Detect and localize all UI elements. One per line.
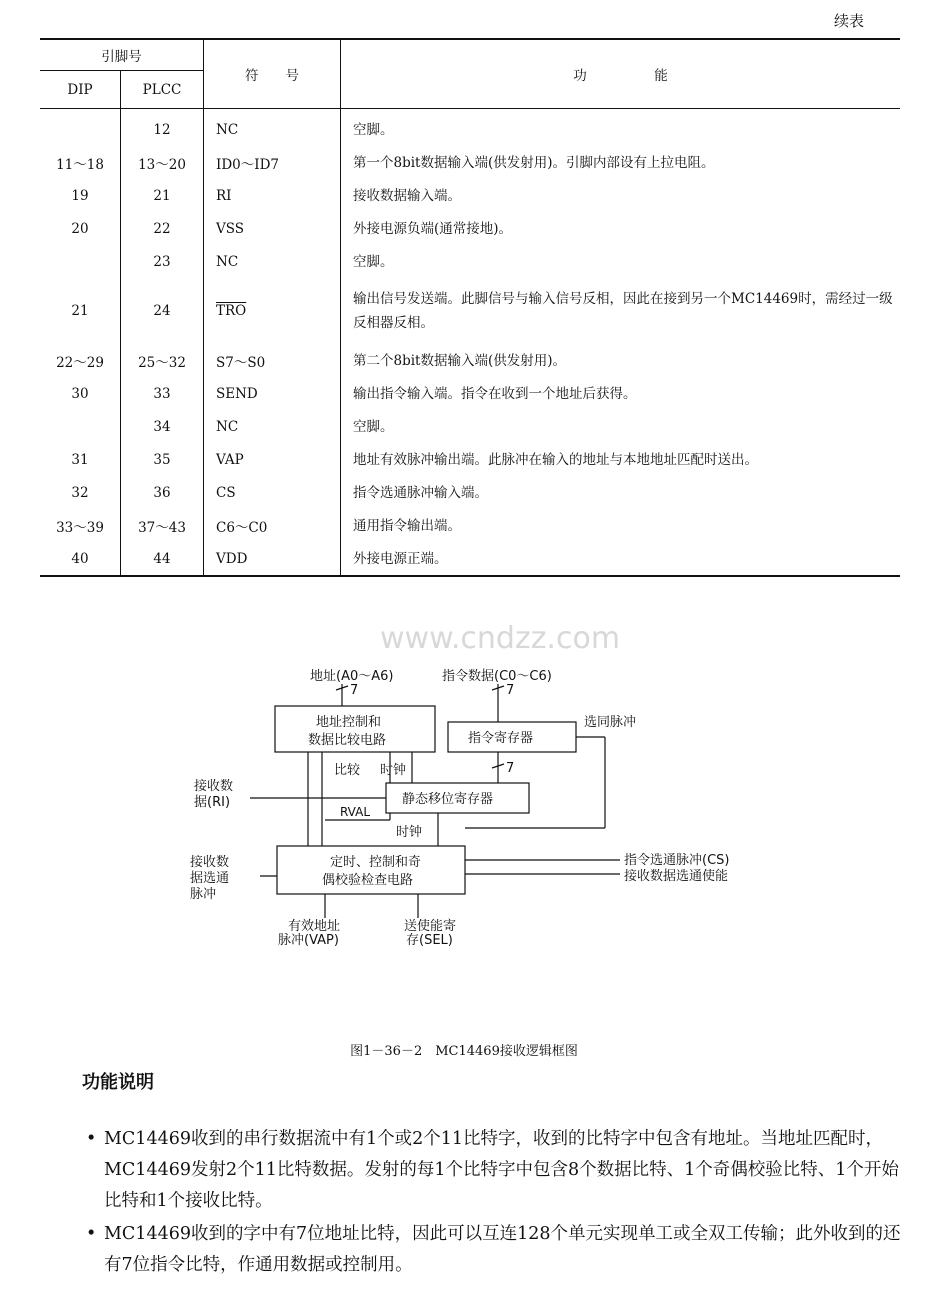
plcc-header: PLCC [121,71,204,109]
symbol-cell: VSS [204,212,341,245]
vap-label-line1: 有效地址 [288,919,341,934]
vap-label-line2: 脉冲(VAP) [278,933,339,948]
pin-function-table [40,38,900,577]
sel-label-line2: 存(SEL) [406,933,453,948]
symbol-cell: ID0～ID7 [204,146,341,179]
table-row [40,109,900,147]
symbol-cell: NC [204,410,341,443]
symbol-cell: $\overline{TRO}$ [204,278,341,344]
clock-signal-label-1: 时钟 [380,763,407,778]
pin-number-header: 引脚号 [40,39,204,71]
function-cell: 第二个8bit数据输入端(供发射用)。 [353,352,567,369]
clock-signal-label-2: 时钟 [396,825,423,840]
table-row [40,476,900,509]
plcc-cell: 23 [121,245,204,278]
dip-cell: 21 [40,278,121,344]
receive-strobe-label-line3: 脉冲 [190,887,217,902]
table-row [40,410,900,443]
command-data-input-label: 指令数据(C0～C6) [442,669,552,684]
symbol-cell: RI [204,179,341,212]
cmd-strobe-label: 指令选通脉冲(CS) [624,853,730,868]
function-cell: 外接电源负端(通常接地)。 [353,220,513,237]
symbol-cell: C6～C0 [204,509,341,542]
plcc-cell: 12 [121,109,204,147]
bullet: • [86,1224,97,1244]
cmd-register-label: 指令寄存器 [468,731,534,746]
plcc-cell: 21 [121,179,204,212]
dip-cell: 19 [40,179,121,212]
symbol-cell: VDD [204,542,341,576]
cmd-shift-bus-width: 7 [506,761,515,776]
function-cell: 空脚。 [353,121,394,138]
addr-compare-label-line1: 地址控制和 [316,715,382,730]
paragraph-2 [88,1219,908,1281]
address-bus-width: 7 [350,683,359,698]
paragraph-1 [88,1124,908,1217]
symbol-cell: NC [204,109,341,147]
addr-compare-label-line2: 数据比较电路 [308,733,387,748]
symbol-cell: NC [204,245,341,278]
symbol-cell: S7～S0 [204,344,341,377]
paragraph-text: MC14469收到的串行数据流中有1个或2个11比特字，收到的比特字中包含有地址。当地址匹配时，MC14469发射2个11比特数据。发射的每1个比特字中包含8个数据比特、1个奇偶校验比特、1个开始比特和1个接收比特。 [104,1129,899,1211]
table-row [40,146,900,179]
table-row [40,278,900,344]
dip-cell: 22～29 [40,344,121,377]
function-cell: 指令选通脉冲输入端。 [353,484,488,501]
command-bus-width: 7 [506,683,515,698]
function-header: 功 能 [341,39,901,109]
symbol-cell: SEND [204,377,341,410]
function-cell: 地址有效脉冲输出端。此脉冲在输入的地址与本地地址匹配时送出。 [353,451,758,468]
table-row [40,245,900,278]
compare-signal-label: 比较 [334,763,361,778]
shift-register-label: 静态移位寄存器 [402,792,494,807]
receive-strobe-label-line2: 据选通 [190,871,230,886]
continued-table-label: 续表 [833,12,864,30]
plcc-cell: 25～32 [121,344,204,377]
dip-header: DIP [40,71,121,109]
dip-cell [40,109,121,147]
function-cell: 输出信号发送端。此脚信号与输入信号反相，因此在接到另一个MC14469时，需经过一级反相器反相。 [353,291,893,331]
plcc-cell: 24 [121,278,204,344]
table-row [40,443,900,476]
table-row [40,542,900,576]
timing-label-line1: 定时、控制和奇 [330,855,422,870]
dip-cell: 11～18 [40,146,121,179]
function-cell: 输出指令输入端。指令在收到一个地址后获得。 [353,385,637,402]
dip-cell: 40 [40,542,121,576]
receive-data-label-line2: 据(RI) [194,795,231,810]
figure-caption: 图1－36－2 MC14469接收逻辑框图 [350,1044,578,1059]
symbol-cell: VAP [204,443,341,476]
dip-cell: 30 [40,377,121,410]
receive-data-label-line1: 接收数 [194,779,234,794]
symbol-header: 符 号 [204,39,341,109]
table-row [40,212,900,245]
sel-label-line1: 送使能寄 [404,919,457,934]
plcc-cell: 36 [121,476,204,509]
function-cell: 外接电源正端。 [353,550,448,567]
select-pulse-label: 选同脉冲 [584,715,637,730]
dip-cell: 20 [40,212,121,245]
table-row [40,509,900,542]
function-cell: 接收数据输入端。 [353,187,461,204]
watermark: www.cndzz.com [380,621,621,656]
dip-cell: 31 [40,443,121,476]
function-cell: 通用指令输出端。 [353,517,461,534]
dip-cell [40,245,121,278]
plcc-cell: 13～20 [121,146,204,179]
timing-label-line2: 偶校验检查电路 [322,873,414,888]
rval-signal-label: RVAL [340,805,371,819]
plcc-cell: 34 [121,410,204,443]
plcc-cell: 33 [121,377,204,410]
receive-strobe-label-line1: 接收数 [190,855,230,870]
receive-logic-block-diagram [150,621,790,950]
recv-enable-label: 接收数据选通使能 [624,869,729,884]
paragraph-text: MC14469收到的字中有7位地址比特，因此可以互连128个单元实现单工或全双工传输；此外收到的还有7位指令比特，作通用数据或控制用。 [104,1224,901,1275]
bullet: • [86,1129,97,1149]
table-row [40,179,900,212]
dip-cell [40,410,121,443]
function-cell: 空脚。 [353,253,394,270]
table-row [40,344,900,377]
plcc-cell: 37～43 [121,509,204,542]
plcc-cell: 35 [121,443,204,476]
dip-cell: 32 [40,476,121,509]
table-row [40,377,900,410]
section-title: 功能说明 [82,1072,154,1093]
function-cell: 空脚。 [353,418,394,435]
symbol-cell: CS [204,476,341,509]
dip-cell: 33～39 [40,509,121,542]
address-input-label: 地址(A0～A6) [310,669,394,684]
plcc-cell: 44 [121,542,204,576]
plcc-cell: 22 [121,212,204,245]
function-cell: 第一个8bit数据输入端(供发射用)。引脚内部设有上拉电阻。 [353,154,715,171]
